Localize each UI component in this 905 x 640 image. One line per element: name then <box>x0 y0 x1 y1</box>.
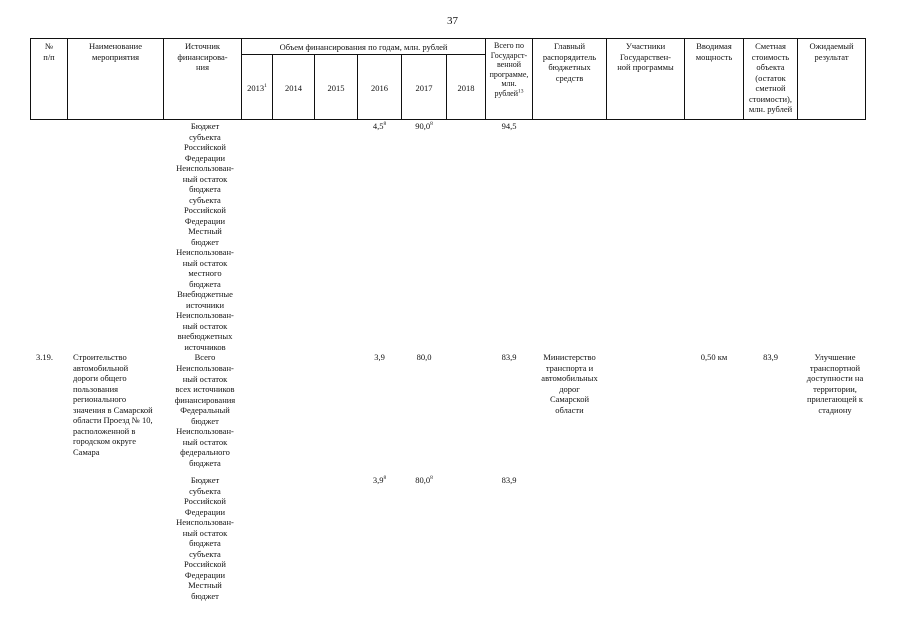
year-header <box>402 83 446 94</box>
footnote-mark: 8 <box>430 121 433 128</box>
year-label: 2014 <box>285 83 302 93</box>
source-label: Неиспользован- ный остаток местного бюджета <box>176 247 234 289</box>
year-header <box>315 83 357 94</box>
year-header <box>447 83 485 94</box>
header-manager: Главный распорядитель бюджетных средств <box>542 41 597 83</box>
source-label: Всего <box>194 352 216 362</box>
header-cost: Сметная стоимость объекта (остаток сметной стоимости), млн. рублей <box>748 41 793 114</box>
source-label: Федеральный бюджет <box>180 405 230 426</box>
value-2016: 3,9 <box>374 352 385 362</box>
year-label: 2018 <box>457 83 475 93</box>
value-number: 90,0 <box>415 121 431 131</box>
year-label: 2015 <box>327 83 345 93</box>
value-number: 3,9 <box>372 475 384 485</box>
value-2016 <box>358 475 401 486</box>
value-number: 4,5 <box>372 121 384 131</box>
header-result: Ожидаемый результат <box>809 41 854 62</box>
source-label: Местный бюджет <box>188 580 222 601</box>
item-number: 3.19. <box>36 352 53 362</box>
source-label: Бюджет субъекта Российской Федерации <box>184 121 226 163</box>
source-label: Неиспользован- ный остаток бюджета субъекта Российской Федерации <box>176 163 234 226</box>
footnote-mark: 8 <box>383 121 387 128</box>
value-2017 <box>402 121 446 132</box>
year-header <box>358 83 401 94</box>
year-label: 2016 <box>371 83 388 93</box>
source-label: Неиспользован- ный остаток бюджета субъекта Российской Федерации <box>176 517 234 580</box>
header-total <box>486 41 532 99</box>
year-label: 2013 <box>247 83 265 93</box>
value-2017: 80,0 <box>416 352 432 362</box>
item-capacity: 0,50 км <box>700 352 728 362</box>
item-cost: 83,9 <box>763 352 778 362</box>
value-total: 94,5 <box>501 121 517 131</box>
value-number: 80,0 <box>415 475 431 485</box>
year-header <box>242 83 272 94</box>
footnote-mark: 13 <box>517 88 524 95</box>
value-total: 83,9 <box>501 352 517 362</box>
source-label: Местный бюджет <box>188 226 222 247</box>
year-label: 2017 <box>415 83 433 93</box>
header-capacity: Вводимая мощность <box>695 41 733 62</box>
footnote-mark: 1 <box>264 83 267 90</box>
source-label: Неиспользован- ный остаток внебюджетных источников <box>176 310 234 352</box>
header-name: Наименование мероприятия <box>89 41 142 62</box>
item-manager: Министерство транспорта и автомобильных дорог Самарской области <box>541 352 598 415</box>
year-header <box>273 83 314 94</box>
item-name: Строительство автомобильной дороги общего пользования регионального значения в Самарской области Проезд № 10, расположенной в городском округе Самара <box>73 352 153 457</box>
source-label: Неиспользован- ный остаток федерального бюджета <box>176 426 234 468</box>
header-total-label: Всего по Государст- венной программе, млн. рублей <box>489 41 529 98</box>
value-2016 <box>358 121 401 132</box>
footnote-mark: 8 <box>430 475 433 482</box>
footnote-mark: 8 <box>383 475 387 482</box>
header-source: Источник финансирова- ния <box>177 41 228 72</box>
source-label: Внебюджетные источники <box>177 289 233 310</box>
header-num: № п/п <box>43 41 55 62</box>
value-2017 <box>402 475 446 486</box>
source-label: Неиспользован- ный остаток всех источников финансирования <box>174 363 236 405</box>
header-volume-group: Объем финансирования по годам, млн. рублей <box>279 42 448 52</box>
item-result: Улучшение транспортной доступности на территории, прилегающей к стадиону <box>806 352 864 415</box>
page-number: 37 <box>447 15 458 27</box>
value-total: 83,9 <box>501 475 517 485</box>
header-participants: Участники Государствен- ной программы <box>617 41 674 72</box>
source-label: Бюджет субъекта Российской Федерации <box>184 475 226 517</box>
